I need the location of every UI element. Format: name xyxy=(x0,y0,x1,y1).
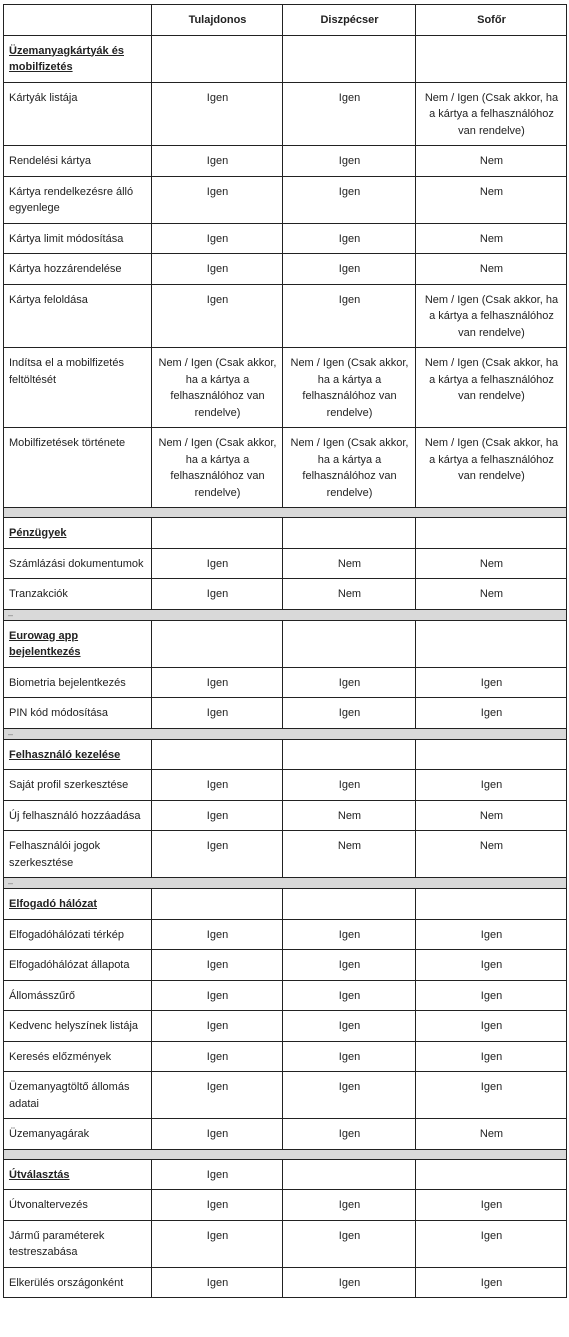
dispatcher-permission-cell: Igen xyxy=(283,667,416,698)
table-row xyxy=(4,1119,567,1150)
separator-cell xyxy=(4,508,567,518)
section-value-cell xyxy=(283,518,416,549)
section-separator-row xyxy=(4,728,567,739)
table-row xyxy=(4,1011,567,1042)
dispatcher-permission-cell: Igen xyxy=(283,698,416,729)
owner-permission-cell: Igen xyxy=(152,800,283,831)
feature-label-cell: Saját profil szerkesztése xyxy=(4,770,152,801)
owner-permission-cell: Igen xyxy=(152,770,283,801)
owner-permission-cell: Igen xyxy=(152,919,283,950)
table-row xyxy=(4,698,567,729)
header-cell-driver: Sofőr xyxy=(416,5,567,36)
driver-permission-cell: Nem xyxy=(416,254,567,285)
owner-permission-cell: Igen xyxy=(152,254,283,285)
dispatcher-permission-cell: Igen xyxy=(283,146,416,177)
owner-permission-cell: Igen xyxy=(152,1190,283,1221)
table-row xyxy=(4,579,567,610)
dispatcher-permission-cell: Igen xyxy=(283,770,416,801)
section-value-cell xyxy=(283,35,416,82)
driver-permission-cell: Nem xyxy=(416,831,567,878)
section-header-row xyxy=(4,620,567,667)
owner-permission-cell: Igen xyxy=(152,548,283,579)
feature-label-cell: Kártyák listája xyxy=(4,82,152,146)
feature-label-cell: Kártya rendelkezésre álló egyenlege xyxy=(4,176,152,223)
dispatcher-permission-cell: Igen xyxy=(283,82,416,146)
table-row xyxy=(4,800,567,831)
section-separator-row xyxy=(4,609,567,620)
table-row xyxy=(4,176,567,223)
driver-permission-cell: Igen xyxy=(416,770,567,801)
section-header-row xyxy=(4,35,567,82)
driver-permission-cell: Igen xyxy=(416,1190,567,1221)
table-row xyxy=(4,348,567,428)
table-row xyxy=(4,223,567,254)
table-row xyxy=(4,1072,567,1119)
feature-label-cell: Üzemanyagtöltő állomás adatai xyxy=(4,1072,152,1119)
feature-label-cell: Jármű paraméterek testreszabása xyxy=(4,1220,152,1267)
owner-permission-cell: Igen xyxy=(152,1011,283,1042)
section-header-row xyxy=(4,739,567,770)
section-title-cell xyxy=(4,1159,152,1190)
section-value-cell xyxy=(416,620,567,667)
section-value-cell xyxy=(152,889,283,920)
table-body xyxy=(4,35,567,1298)
section-title-cell xyxy=(4,620,152,667)
owner-permission-cell: Igen xyxy=(152,223,283,254)
driver-permission-cell: Nem / Igen (Csak akkor, ha a kártya a felhasználóhoz van rendelve) xyxy=(416,428,567,508)
driver-permission-cell: Nem xyxy=(416,223,567,254)
section-value-cell xyxy=(283,1159,416,1190)
permissions-table xyxy=(3,4,567,1298)
feature-label-cell: Biometria bejelentkezés xyxy=(4,667,152,698)
separator-cell: – xyxy=(4,728,567,739)
table-row xyxy=(4,1041,567,1072)
table-row xyxy=(4,950,567,981)
driver-permission-cell: Igen xyxy=(416,667,567,698)
dispatcher-permission-cell: Igen xyxy=(283,1267,416,1298)
owner-permission-cell: Igen xyxy=(152,950,283,981)
driver-permission-cell: Igen xyxy=(416,1220,567,1267)
dispatcher-permission-cell: Igen xyxy=(283,1011,416,1042)
feature-label-cell: Új felhasználó hozzáadása xyxy=(4,800,152,831)
section-title-cell xyxy=(4,739,152,770)
section-value-cell xyxy=(152,35,283,82)
section-header-row xyxy=(4,518,567,549)
driver-permission-cell: Nem xyxy=(416,800,567,831)
table-row xyxy=(4,831,567,878)
feature-label-cell: Kártya hozzárendelése xyxy=(4,254,152,285)
owner-permission-cell: Igen xyxy=(152,831,283,878)
feature-label-cell: Kártya feloldása xyxy=(4,284,152,348)
table-row xyxy=(4,284,567,348)
feature-label-cell: Mobilfizetések története xyxy=(4,428,152,508)
driver-permission-cell: Nem xyxy=(416,1119,567,1150)
section-title: Felhasználó kezelése xyxy=(9,748,121,761)
driver-permission-cell: Igen xyxy=(416,1041,567,1072)
feature-label-cell: Üzemanyagárak xyxy=(4,1119,152,1150)
driver-permission-cell: Nem / Igen (Csak akkor, ha a kártya a felhasználóhoz van rendelve) xyxy=(416,82,567,146)
section-title-cell xyxy=(4,35,152,82)
driver-permission-cell: Igen xyxy=(416,950,567,981)
dispatcher-permission-cell: Igen xyxy=(283,1190,416,1221)
section-value-cell xyxy=(416,518,567,549)
dispatcher-permission-cell: Igen xyxy=(283,176,416,223)
driver-permission-cell: Nem / Igen (Csak akkor, ha a kártya a felhasználóhoz van rendelve) xyxy=(416,348,567,428)
feature-label-cell: Kártya limit módosítása xyxy=(4,223,152,254)
owner-permission-cell: Igen xyxy=(152,82,283,146)
owner-permission-cell: Igen xyxy=(152,1041,283,1072)
feature-label-cell: Elfogadóhálózati térkép xyxy=(4,919,152,950)
driver-permission-cell: Nem xyxy=(416,548,567,579)
feature-label-cell: Rendelési kártya xyxy=(4,146,152,177)
section-value-cell: Igen xyxy=(152,1159,283,1190)
section-title: Eurowag app bejelentkezés xyxy=(9,629,81,658)
owner-permission-cell: Igen xyxy=(152,980,283,1011)
separator-cell: – xyxy=(4,609,567,620)
section-title: Elfogadó hálózat xyxy=(9,898,97,910)
table-row xyxy=(4,980,567,1011)
table-row xyxy=(4,254,567,285)
driver-permission-cell: Nem xyxy=(416,146,567,177)
section-separator-row xyxy=(4,1149,567,1159)
dispatcher-permission-cell: Igen xyxy=(283,980,416,1011)
feature-label-cell: Tranzakciók xyxy=(4,579,152,610)
driver-permission-cell: Igen xyxy=(416,919,567,950)
section-title: Pénzügyek xyxy=(9,527,67,539)
feature-label-cell: Felhasználói jogok szerkesztése xyxy=(4,831,152,878)
feature-label-cell: Útvonaltervezés xyxy=(4,1190,152,1221)
feature-label-cell: Elkerülés országonként xyxy=(4,1267,152,1298)
table-row xyxy=(4,428,567,508)
owner-permission-cell: Igen xyxy=(152,1220,283,1267)
dispatcher-permission-cell: Nem xyxy=(283,579,416,610)
driver-permission-cell: Nem / Igen (Csak akkor, ha a kártya a felhasználóhoz van rendelve) xyxy=(416,284,567,348)
dispatcher-permission-cell: Igen xyxy=(283,284,416,348)
dispatcher-permission-cell: Igen xyxy=(283,1119,416,1150)
dispatcher-permission-cell: Igen xyxy=(283,1041,416,1072)
owner-permission-cell: Nem / Igen (Csak akkor, ha a kártya a felhasználóhoz van rendelve) xyxy=(152,428,283,508)
section-title-cell xyxy=(4,518,152,549)
feature-label-cell: Indítsa el a mobilfizetés feltöltését xyxy=(4,348,152,428)
table-row xyxy=(4,548,567,579)
section-separator-row xyxy=(4,878,567,889)
section-header-row xyxy=(4,889,567,920)
driver-permission-cell: Igen xyxy=(416,1072,567,1119)
dispatcher-permission-cell: Nem / Igen (Csak akkor, ha a kártya a felhasználóhoz van rendelve) xyxy=(283,348,416,428)
section-header-row xyxy=(4,1159,567,1190)
table-row xyxy=(4,919,567,950)
section-value-cell xyxy=(416,35,567,82)
section-title: Útválasztás xyxy=(9,1168,70,1181)
dispatcher-permission-cell: Igen xyxy=(283,254,416,285)
section-value-cell xyxy=(152,739,283,770)
section-value-cell xyxy=(152,518,283,549)
separator-cell xyxy=(4,1149,567,1159)
feature-label-cell: PIN kód módosítása xyxy=(4,698,152,729)
dispatcher-permission-cell: Igen xyxy=(283,1072,416,1119)
header-row xyxy=(4,5,567,36)
table-row xyxy=(4,1220,567,1267)
driver-permission-cell: Nem xyxy=(416,579,567,610)
table-row xyxy=(4,770,567,801)
driver-permission-cell: Igen xyxy=(416,1011,567,1042)
table-row xyxy=(4,82,567,146)
owner-permission-cell: Igen xyxy=(152,698,283,729)
feature-label-cell: Számlázási dokumentumok xyxy=(4,548,152,579)
driver-permission-cell: Igen xyxy=(416,1267,567,1298)
owner-permission-cell: Igen xyxy=(152,1072,283,1119)
driver-permission-cell: Nem xyxy=(416,176,567,223)
owner-permission-cell: Nem / Igen (Csak akkor, ha a kártya a felhasználóhoz van rendelve) xyxy=(152,348,283,428)
separator-cell: – xyxy=(4,878,567,889)
header-cell-feature xyxy=(4,5,152,36)
section-value-cell xyxy=(283,620,416,667)
owner-permission-cell: Igen xyxy=(152,146,283,177)
section-value-cell xyxy=(152,620,283,667)
dispatcher-permission-cell: Igen xyxy=(283,1220,416,1267)
dispatcher-permission-cell: Igen xyxy=(283,950,416,981)
driver-permission-cell: Igen xyxy=(416,698,567,729)
table-row xyxy=(4,1267,567,1298)
owner-permission-cell: Igen xyxy=(152,1267,283,1298)
dispatcher-permission-cell: Nem xyxy=(283,548,416,579)
dispatcher-permission-cell: Igen xyxy=(283,919,416,950)
section-value-cell xyxy=(283,889,416,920)
header-cell-owner: Tulajdonos xyxy=(152,5,283,36)
driver-permission-cell: Igen xyxy=(416,980,567,1011)
owner-permission-cell: Igen xyxy=(152,284,283,348)
dispatcher-permission-cell: Igen xyxy=(283,223,416,254)
owner-permission-cell: Igen xyxy=(152,579,283,610)
section-value-cell xyxy=(416,889,567,920)
dispatcher-permission-cell: Nem / Igen (Csak akkor, ha a kártya a felhasználóhoz van rendelve) xyxy=(283,428,416,508)
dispatcher-permission-cell: Nem xyxy=(283,831,416,878)
owner-permission-cell: Igen xyxy=(152,1119,283,1150)
table-row xyxy=(4,667,567,698)
section-separator-row xyxy=(4,508,567,518)
feature-label-cell: Kedvenc helyszínek listája xyxy=(4,1011,152,1042)
feature-label-cell: Keresés előzmények xyxy=(4,1041,152,1072)
table-row xyxy=(4,1190,567,1221)
feature-label-cell: Állomásszűrő xyxy=(4,980,152,1011)
feature-label-cell: Elfogadóhálózat állapota xyxy=(4,950,152,981)
table-row xyxy=(4,146,567,177)
section-value-cell xyxy=(416,739,567,770)
section-value-cell xyxy=(416,1159,567,1190)
header-cell-dispatcher: Diszpécser xyxy=(283,5,416,36)
section-title: Üzemanyagkártyák és mobilfizetés xyxy=(9,44,124,73)
owner-permission-cell: Igen xyxy=(152,176,283,223)
dispatcher-permission-cell: Nem xyxy=(283,800,416,831)
section-title-cell xyxy=(4,889,152,920)
owner-permission-cell: Igen xyxy=(152,667,283,698)
section-value-cell xyxy=(283,739,416,770)
